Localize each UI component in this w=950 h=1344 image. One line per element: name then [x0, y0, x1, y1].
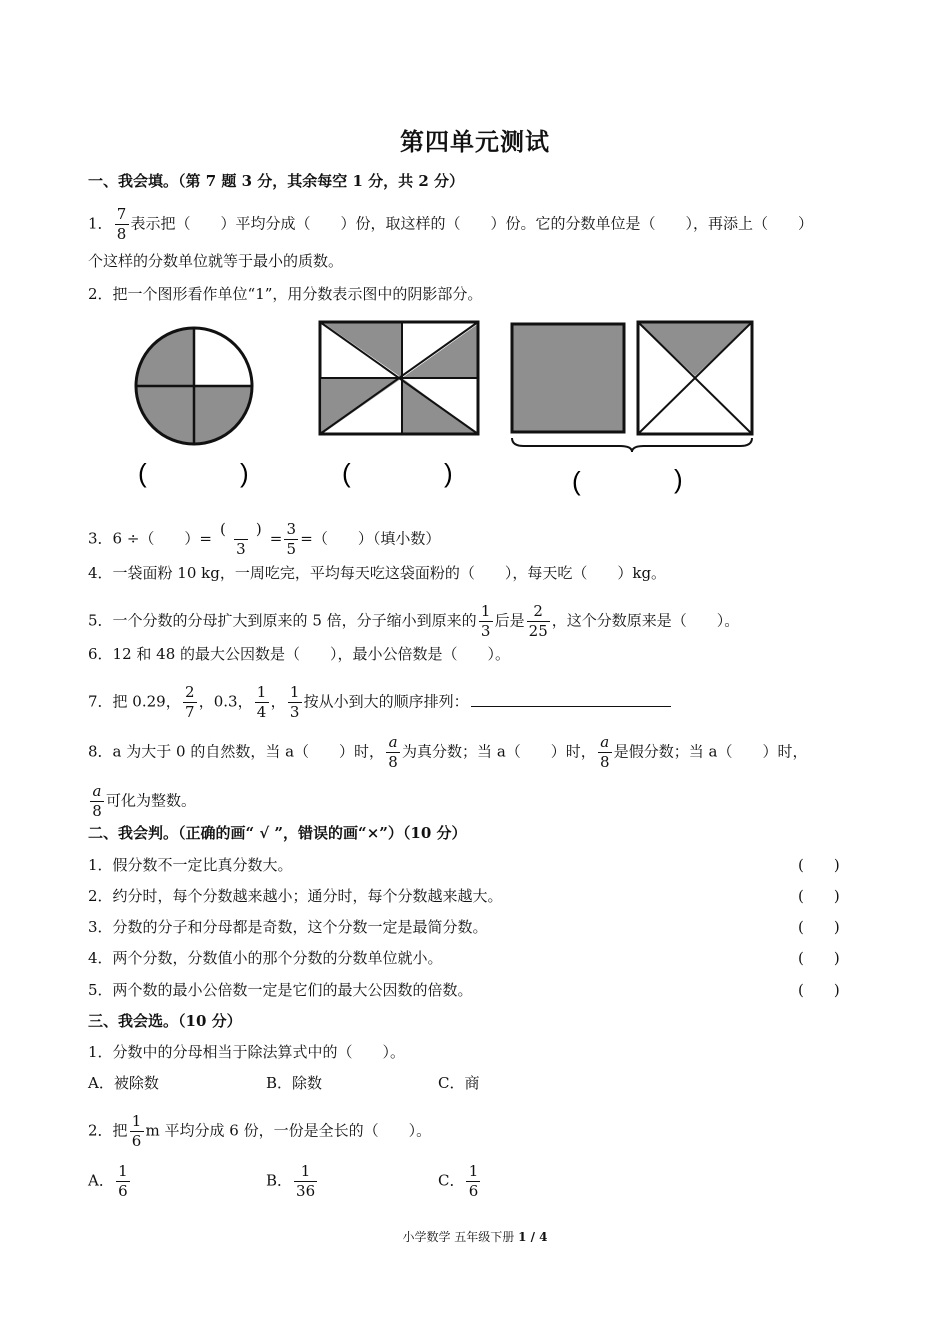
q8-line2: $\frac{a}{8}$ 可化为整数。: [88, 782, 196, 821]
judge-item-4: 4．两个分数，分数值小的那个分数的分数单位就小。: [88, 949, 443, 967]
choice-q1-option-c[interactable]: C．商: [438, 1074, 480, 1092]
choice-q1-option-a[interactable]: A．被除数: [88, 1074, 159, 1092]
section1-heading: 一、我会填。（第 7 题 3 分，其余每空 1 分，共 2 分）: [88, 172, 465, 190]
svg-text:(: (: [342, 458, 351, 488]
judge-item-1: 1．假分数不一定比真分数大。: [88, 856, 293, 874]
choice-q2-option-c[interactable]: C． $\frac{1}{6}$: [438, 1162, 482, 1201]
choice-q1-option-b[interactable]: B．除数: [266, 1074, 323, 1092]
choice-q1: 1．分数中的分母相当于除法算式中的（ ）。: [88, 1043, 406, 1061]
judge-item-5: 5．两个数的最小公倍数一定是它们的最大公因数的倍数。: [88, 981, 473, 999]
judge-paren-4[interactable]: ( ): [798, 949, 840, 967]
section3-heading: 三、我会选。（10 分）: [88, 1012, 242, 1030]
fraction: $\frac{7}{8}$: [115, 205, 129, 244]
page-footer: 小学数学 五年级下册 1 / 4: [402, 1230, 548, 1244]
q4-line: 4．一袋面粉 10 kg，一周吃完，平均每天吃这袋面粉的（ ），每天吃（ ）kg。: [88, 564, 667, 582]
page-number: 1 / 4: [518, 1230, 548, 1244]
shape-figures: [80, 310, 780, 500]
svg-text:): ): [444, 458, 453, 488]
q3-line: 3．6 ÷（ ）= $\frac{( )}{3}$ = $\frac{3}{5}$ =（ ）（填小数）: [88, 520, 441, 558]
judge-paren-2[interactable]: ( ): [798, 887, 840, 905]
judge-item-3: 3．分数的分子和分母都是奇数，这个分数一定是最简分数。: [88, 918, 488, 936]
page-title: 第四单元测试: [400, 127, 550, 156]
section2-heading: 二、我会判。（正确的画“ √ ”，错误的画“×”）（10 分）: [88, 824, 467, 842]
choice-q2: 2．把 $\frac{1}{6}$ m 平均分成 6 份，一份是全长的（ ）。: [88, 1112, 432, 1150]
svg-text:): ): [674, 464, 683, 494]
answer-blank[interactable]: [471, 690, 671, 707]
brace: [512, 438, 752, 452]
q5-line: 5．一个分数的分母扩大到原来的 5 倍，分子缩小到原来的 $\frac{1}{3}$ 后是 $\frac{2}{25}$ ，这个分数原来是（ ）。: [88, 602, 740, 640]
judge-item-2: 2．约分时，每个分数越来越小；通分时，每个分数越来越大。: [88, 887, 503, 905]
circle-figure: [136, 328, 252, 444]
svg-text:(: (: [138, 458, 147, 488]
judge-paren-5[interactable]: ( ): [798, 981, 840, 999]
judge-paren-3[interactable]: ( ): [798, 918, 840, 936]
q1-line2: 个这样的分数单位就等于最小的质数。: [88, 252, 344, 270]
choice-q2-option-a[interactable]: A． $\frac{1}{6}$: [88, 1162, 132, 1201]
x-square-figure: [638, 322, 752, 434]
q1-line1: 1． $\frac{7}{8}$ 表示把（ ）平均分成（ ）份，取这样的（ ）份。它的分数单位是（ ），再添上（ ）: [88, 205, 814, 243]
q7-line: 7．把 0.29， $\frac{2}{7}$ ，0.3， $\frac{1}{4}$ ， $\frac{1}{3}$ 按从小到大的顺序排列：: [88, 683, 671, 722]
judge-paren-1[interactable]: ( ): [798, 856, 840, 874]
q8-line1: 8．a 为大于 0 的自然数，当 a（ ）时， $\frac{a}{8}$ 为真分数；当 a（ ）时， $\frac{a}{8}$ 是假分数；当 a（ ）时，: [88, 733, 808, 771]
shaded-square-figure: [512, 324, 624, 432]
rectangle-figure: [320, 322, 478, 434]
svg-text:(: (: [572, 466, 581, 496]
q6-line: 6．12 和 48 的最大公因数是（ ），最小公倍数是（ ）。: [88, 645, 511, 663]
svg-text:): ): [240, 458, 249, 488]
choice-q2-option-b[interactable]: B． $\frac{1}{36}$: [266, 1162, 316, 1200]
q2-text: 2．把一个图形看作单位“1”，用分数表示图中的阴影部分。: [88, 285, 483, 303]
